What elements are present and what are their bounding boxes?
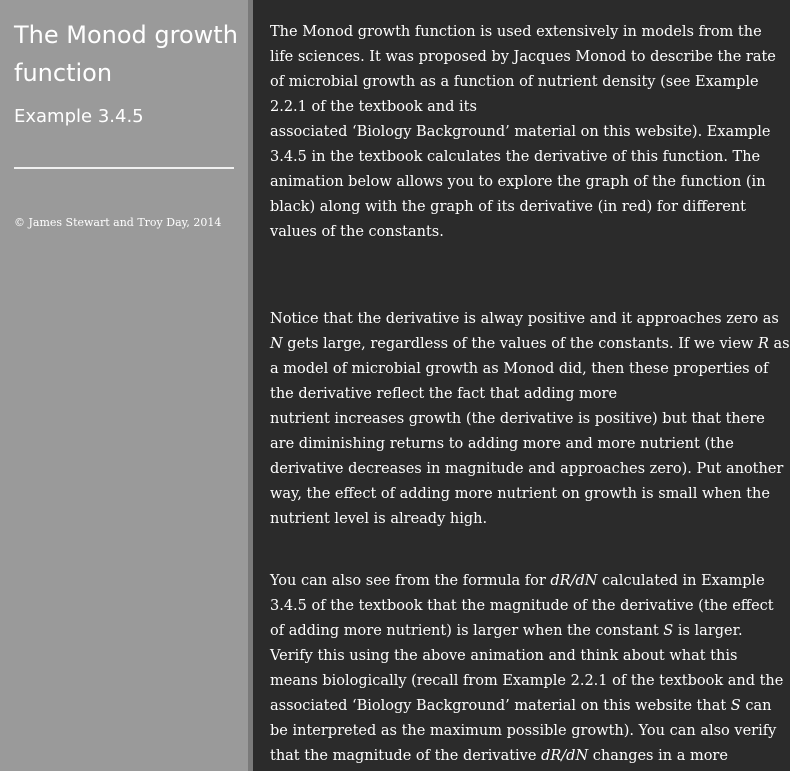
text-line: a model of microbial growth as Monod did, then these properties of <box>270 361 769 377</box>
text-line: Verify this using the above animation and think about what this <box>270 648 738 664</box>
text-line: black) along with the graph of its derivative (in red) for different <box>270 199 747 215</box>
intro-paragraph <box>270 20 776 245</box>
text-line: are diminishing returns to adding more and more nutrient (the <box>270 436 734 452</box>
text-line: animation below allows you to explore the graph of the function (in <box>270 174 766 190</box>
derivative-paragraph <box>270 307 790 532</box>
page-title-line-1: The Monod growth <box>14 21 238 49</box>
page-title-line-2: function <box>14 59 113 87</box>
text-line: You can also see from the formula for dR/dN calculated in Example <box>270 573 765 589</box>
text-line: The Monod growth function is used extensively in models from the <box>270 24 762 40</box>
text-line: 2.2.1 of the textbook and its <box>270 99 477 115</box>
text-line: life sciences. It was proposed by Jacques Monod to describe the rate <box>270 49 776 65</box>
text-line: that the magnitude of the derivative dR/dN changes in a more <box>270 748 728 764</box>
text-line: the derivative reflect the fact that adding more <box>270 386 618 402</box>
sidebar <box>0 0 248 771</box>
text-line: means biologically (recall from Example 2.2.1 of the textbook and the <box>270 673 784 689</box>
variable-r: R <box>757 336 769 352</box>
text-line: N gets large, regardless of the values of the constants. If we view R as <box>270 336 790 352</box>
text-line: Notice that the derivative is alway positive and it approaches zero as <box>270 311 779 327</box>
text-line: associated ‘Biology Background’ material on this website). Example <box>270 124 771 140</box>
text-line: associated ‘Biology Background’ material on this website that S can <box>270 698 772 714</box>
sidebar-divider <box>14 167 234 169</box>
main-content <box>253 0 790 771</box>
variable-s: S <box>663 623 674 639</box>
variable-n: N <box>270 336 283 352</box>
text-line: values of the constants. <box>270 224 444 240</box>
text-line: be interpreted as the maximum possible growth). You can also verify <box>270 723 777 739</box>
copyright-notice: © James Stewart and Troy Day, 2014 <box>14 216 222 229</box>
variable-s: S <box>730 698 741 714</box>
text-line: nutrient level is already high. <box>270 511 488 527</box>
variable-drdn: dR/dN <box>550 573 598 589</box>
text-line: 3.4.5 in the textbook calculates the derivative of this function. The <box>270 149 761 165</box>
text-line: way, the effect of adding more nutrient on growth is small when the <box>270 486 770 502</box>
page-title <box>14 16 239 92</box>
text-line: of adding more nutrient) is larger when the constant S is larger. <box>270 623 743 639</box>
text-line: 3.4.5 of the textbook that the magnitude of the derivative (the effect <box>270 598 774 614</box>
example-label: Example 3.4.5 <box>14 106 144 127</box>
formula-paragraph <box>270 569 784 769</box>
text-line: of microbial growth as a function of nutrient density (see Example <box>270 74 759 90</box>
text-line: nutrient increases growth (the derivative is positive) but that there <box>270 411 765 427</box>
text-line: derivative decreases in magnitude and approaches zero). Put another <box>270 461 784 477</box>
variable-drdn: dR/dN <box>541 748 589 764</box>
